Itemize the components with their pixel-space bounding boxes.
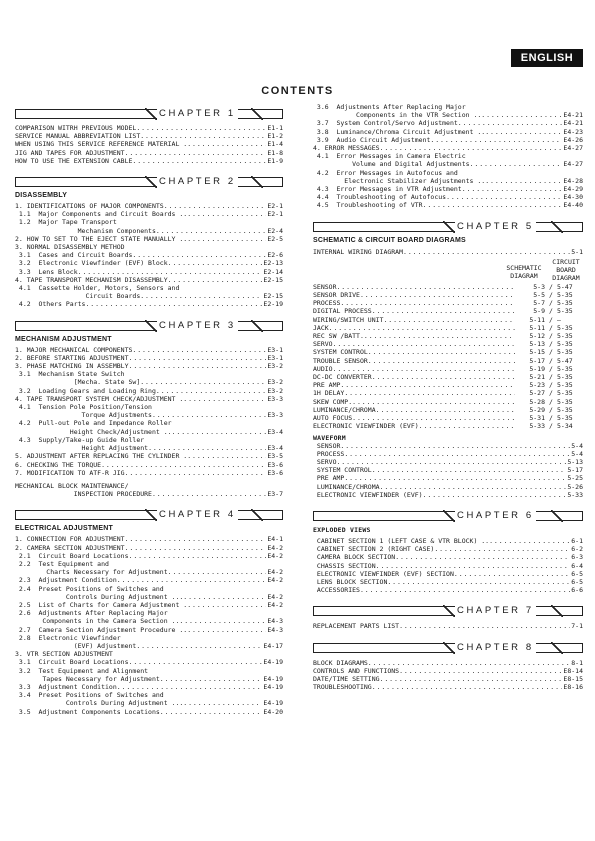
toc-entry[interactable]: Circuit Boards . . . E2-15 [15,292,283,300]
chapter-4-entries [15,535,283,715]
toc-entry[interactable]: 4. ERROR MESSAGES . . . E4-27 [313,144,583,152]
toc-entry[interactable]: CABINET SECTION 2 (RIGHT CASE) . . . 6-2 [313,545,583,553]
toc-entry[interactable]: Tapes Necessary for Adjustment . . . E4-19 [15,675,283,683]
chapter-7-label: CHAPTER 7 [457,605,534,617]
toc-entry[interactable]: MECHANICAL BLOCK MAINTENANCE/ [15,481,129,490]
language-badge: ENGLISH [511,49,583,67]
chapter-7-banner [313,604,583,618]
toc-entry[interactable]: 4. TAPE TRANSPORT SYSTEM CHECK/ADJUSTMENT . . . . E3-3 [15,395,283,403]
toc-entry[interactable]: CABINET SECTION 1 (LEFT CASE & VTR BLOCK) .. . . . 6-1 [313,537,583,545]
toc-entry[interactable]: 3.2 Loading Gears and Loading Ring . . . E3-2 [15,387,283,395]
toc-entry[interactable]: 4.1 Cassette Holder, Motors, Sensors and [15,284,180,293]
toc-entry[interactable]: 3.5 Adjustment Components Locations . . . E4-20 [15,708,283,716]
chapter-6-entries [313,537,583,594]
schematic-row[interactable]: 1H DELAY . . . 5-27 / 5-35 [313,389,583,397]
schematic-row[interactable]: TROUBLE SENSOR . . . 5-17 / 5-47 [313,357,583,365]
toc-entry[interactable]: SYSTEM CONTROL . . . 5-17 [313,466,583,474]
toc-entry[interactable]: ELECTRONIC VIEWFINDER (EVF) SECTION . . . 6-5 [313,570,583,578]
toc-entry[interactable]: 3.2 Electronic Viewfinder (EVF) Block . . . E2-13 [15,259,283,267]
schematic-row[interactable]: DC-DC CONVERTER . . . 5-21 / 5-35 [313,373,583,381]
section-heading: ELECTRICAL ADJUSTMENT [15,525,113,533]
section-heading: SCHEMATIC & CIRCUIT BOARD DIAGRAMS [313,236,466,244]
toc-entry[interactable]: 3. PHASE MATCHING IN ASSEMBLY . . . E3-2 [15,362,283,370]
toc-entry[interactable]: 2.2 Test Equipment and [15,559,109,568]
chapter-8-entries [313,659,583,692]
toc-entry[interactable]: Height Adjustment . . . E3-4 [15,444,283,452]
toc-entry[interactable]: 2.3 Adjustment Condition . . . E4-2 [15,576,283,584]
chapter-3-entries [15,346,283,499]
toc-entry[interactable]: Volume and Digital Adjustments . . . E4-27 [313,160,583,168]
toc-entry[interactable]: Mechanism Components . . . E2-4 [15,227,283,235]
toc-entry[interactable]: 2.1 Circuit Board Locations . . . E4-2 [15,552,283,560]
schematic-row[interactable]: WIRING/SWITCH UNIT . . . 5-11 / — [313,316,583,324]
schematic-row[interactable]: SERVO . . . 5-13 / 5-35 [313,340,583,348]
chapter-1-banner [15,107,283,121]
schematic-column-headers [313,258,583,282]
toc-entry[interactable]: 4.2 Pull-out Pole and Impedance Roller [15,419,172,428]
toc-entry[interactable]: SERVICE MANUAL ABBREVIATION LIST . . . E1-2 [15,132,283,140]
schematic-list [313,283,583,431]
toc-entry[interactable]: Charts Necessary for Adjustment . . . E4-2 [15,568,283,576]
toc-entry[interactable]: Torque Adjustments . . . E3-3 [15,411,283,419]
schematic-header: SCHEMATIC DIAGRAM [506,263,542,280]
toc-entry[interactable]: 3.1 Circuit Board Locations . . . E4-19 [15,658,283,666]
toc-entry[interactable]: (EVF) Adjustment . . . E4-17 [15,642,283,650]
toc-entry[interactable]: 3.1 Cases and Circuit Boards . . . E2-6 [15,251,283,259]
toc-entry[interactable]: Controls During Adjustment ... . . . E4-2 [15,593,283,601]
toc-entry[interactable]: Components in the Camera Section .. . . . E4-3 [15,617,283,625]
toc-entry[interactable]: INSPECTION PROCEDURE . . . E3-7 [15,490,283,498]
toc-entry[interactable]: 2.5 List of Charts for Camera Adjustment . . . . E4-2 [15,601,283,609]
toc-entry[interactable]: 3. NORMAL DISASSEMBLY METHOD [15,243,125,252]
waveform-heading: WAVEFORM [313,433,346,442]
toc-entry[interactable]: JIG AND TAPES FOR ADJUSTMENT . . . E1-8 [15,149,283,157]
chapter-6-label: CHAPTER 6 [457,509,534,521]
schematic-row[interactable]: DIGITAL PROCESS . . . 5-9 / 5-35 [313,307,583,315]
chapter-2-banner [15,175,283,189]
toc-entry[interactable]: 3.7 System Control/Servo Adjustment . . . E4-21 [313,119,583,127]
schematic-row[interactable]: SKEW COMP. . . . 5-28 / 5-35 [313,398,583,406]
toc-entry[interactable]: 3.1 Mechanism State Switch [15,370,125,379]
toc-entry[interactable]: Components in the VTR Section .. . . . E4-21 [313,111,583,119]
toc-entry[interactable]: 3.3 Lens Block . . . E2-14 [15,268,283,276]
toc-entry[interactable]: 2.8 Electronic Viewfinder [15,633,121,642]
toc-entry[interactable]: 3.9 Audio Circuit Adjustment . . . E4-26 [313,136,583,144]
toc-entry[interactable]: SENSOR . . . 5-4 [313,442,583,450]
toc-entry[interactable]: TROUBLESHOOTING . . . E8-16 [313,683,583,691]
chapter-1-entries [15,124,283,165]
toc-entry[interactable]: 2.7 Camera Section Adjustment Procedure .. . . . E4-3 [15,626,283,634]
toc-entry[interactable]: 4.1 Error Messages in Camera Electric [313,152,466,161]
schematic-row[interactable]: JACK . . . 5-11 / 5-35 [313,324,583,332]
chapter-8-label: CHAPTER 8 [457,641,534,653]
toc-entry[interactable]: DATE/TIME SETTING . . . E8-15 [313,675,583,683]
chapter-6-banner [313,509,583,523]
toc-entry[interactable]: 4.3 Supply/Take-up Guide Roller [15,435,145,444]
toc-entry[interactable]: 4.3 Error Messages in VTR Adjustment . . . E4-29 [313,185,583,193]
toc-entry[interactable]: [Mecha. State Sw] . . . E3-2 [15,378,283,386]
toc-entry[interactable]: 1.2 Major Tape Transport [15,218,117,227]
chapter-2-entries [15,202,283,309]
toc-left-column [15,103,283,716]
toc-entry[interactable]: Electronic Stabilizer Adjustments .. . . . E4-28 [313,177,583,185]
chapter-4-label: CHAPTER 4 [159,509,236,521]
toc-entry[interactable]: ELECTRONIC VIEWFINDER (EVF) . . . 5-33 [313,491,583,499]
chapter-3-banner [15,319,283,333]
toc-entry[interactable]: 2. HOW TO SET TO THE EJECT STATE MANUALLY .. . . . E2-5 [15,235,283,243]
toc-entry[interactable]: 3.8 Luminance/Chroma Circuit Adjustment .. . . . E4-23 [313,128,583,136]
section-heading: EXPLODED VIEWS [313,525,371,534]
toc-entry[interactable]: 5. ADJUSTMENT AFTER REPLACING THE CYLINDER . . . . E3-5 [15,452,283,460]
toc-entry[interactable]: Height Check/Adjustment .. . . . E3-4 [15,428,283,436]
chapter-4-banner [15,508,283,522]
toc-entry[interactable]: CONTROLS AND FUNCTIONS . . . E8-14 [313,667,583,675]
schematic-row[interactable]: PRE AMP . . . 5-23 / 5-35 [313,381,583,389]
toc-entry[interactable]: 4.4 Troubleshooting of Autofocus . . . E4-30 [313,193,583,201]
toc-entry[interactable]: 1.1 Major Components and Circuit Boards .. . . . E2-1 [15,210,283,218]
toc-entry[interactable]: BLOCK DIAGRAMS . . . 8-1 [313,659,583,667]
toc-entry[interactable]: 4.2 Others Parts . . . E2-19 [15,300,283,308]
circuit-board-header: CIRCUIT BOARD DIAGRAM [552,257,580,282]
schematic-row[interactable]: SENSOR DRIVE . . . 5-5 / 5-35 [313,291,583,299]
toc-entry[interactable]: 4.5 Troubleshooting of VTR . . . E4-40 [313,201,583,209]
toc-entry[interactable]: 3.4 Preset Positions of Switches and [15,691,164,700]
schematic-row[interactable]: AUDIO . . . 5-19 / 5-35 [313,365,583,373]
section-heading: MECHANISM ADJUSTMENT [15,335,112,343]
toc-entry[interactable]: WHEN USING THIS SERVICE REFERENCE MATERIAL . . . . E1-4 [15,140,283,148]
page-title: CONTENTS [261,85,334,97]
toc-entry[interactable]: 2. BEFORE STARTING ADJUSTMENT . . . E3-1 [15,354,283,362]
toc-entry[interactable]: 4.1 Tension Pole Position/Tension [15,403,152,412]
toc-entry[interactable]: CHASSIS SECTION . . . 6-4 [313,562,583,570]
chapter-3-label: CHAPTER 3 [159,319,236,331]
toc-entry[interactable]: 7. MODIFICATION TO ATF-R JIG . . . E3-6 [15,469,283,477]
schematic-row[interactable]: LUMINANCE/CHROMA . . . 5-29 / 5-35 [313,406,583,414]
schematic-row[interactable]: REC SW /BATT. . . . 5-12 / 5-35 [313,332,583,340]
toc-entry[interactable]: HOW TO USE THE EXTENSION CABLE . . . E1-9 [15,157,283,165]
toc-entry[interactable]: 4. TAPE TRANSPORT MECHANISM DISASSEMBLY . . . E2-15 [15,276,283,284]
toc-entry[interactable]: Controls During Adjustment ... . . . E4-19 [15,699,283,707]
toc-entry[interactable]: INTERNAL WIRING DIAGRAM . . . 5-1 [313,248,583,256]
toc-entry[interactable]: 2.4 Preset Positions of Switches and [15,584,164,593]
chapter-1-label: CHAPTER 1 [159,108,236,119]
schematic-row[interactable]: PROCESS . . . 5-7 / 5-35 [313,299,583,307]
toc-entry[interactable]: 1. MAJOR MECHANICAL COMPONENTS . . . E3-1 [15,346,283,354]
section-heading: DISASSEMBLY [15,192,68,200]
chapter-4-entries-continued [313,103,583,210]
toc-entry[interactable]: 6. CHECKING THE TORQUE . . . E3-6 [15,461,283,469]
toc-entry[interactable]: LENS BLOCK SECTION . . . 6-5 [313,578,583,586]
toc-entry[interactable]: 1. CONNECTION FOR ADJUSTMENT . . . E4-1 [15,535,283,543]
toc-entry[interactable]: 2. CAMERA SECTION ADJUSTMENT . . . E4-2 [15,544,283,552]
schematic-row[interactable]: SENSOR . . . 5-3 / 5-47 [313,283,583,291]
chapter-5-banner [313,220,583,234]
toc-entry[interactable]: SERVO . . . 5-13 [313,458,583,466]
toc-entry[interactable]: 3.6 Adjustments After Replacing Major [313,103,466,111]
toc-entry[interactable]: PROCESS . . . 5-4 [313,450,583,458]
schematic-row[interactable]: ELECTRONIC VIEWFINDER (EVF) . . . 5-33 / 5-34 [313,422,583,430]
waveform-list [313,442,583,499]
chapter-2-label: CHAPTER 2 [159,176,236,188]
toc-entry[interactable]: 4.2 Error Messages in Autofocus and [313,168,458,177]
chapter-5-label: CHAPTER 5 [457,220,534,232]
schematic-row[interactable]: AUTO FOCUS . . . 5-31 / 5-35 [313,414,583,422]
toc-right-column [313,103,583,691]
toc-entry[interactable]: REPLACEMENT PARTS LIST . . . 7-1 [313,622,583,630]
toc-entry[interactable]: CAMERA BLOCK SECTION . . . 6-3 [313,553,583,561]
toc-entry[interactable]: LUMINANCE/CHROMA . . . 5-26 [313,483,583,491]
toc-entry[interactable]: 3. VTR SECTION ADJUSTMENT [15,650,113,659]
toc-entry[interactable]: COMPARISON WITRH PREVIOUS MODEL . . . E1-1 [15,124,283,132]
toc-entry[interactable]: ACCESSORIES . . . 6-6 [313,586,583,594]
chapter-8-banner [313,641,583,655]
toc-entry[interactable]: 1. IDENTIFICATIONS OF MAJOR COMPONENTS . . . E2-1 [15,202,283,210]
toc-entry[interactable]: 2.6 Adjustments After Replacing Major [15,609,168,618]
chapter-7-entries [313,622,583,630]
toc-entry[interactable]: PRE AMP . . . 5-25 [313,474,583,482]
schematic-row[interactable]: SYSTEM CONTROL . . . 5-15 / 5-35 [313,348,583,356]
toc-entry[interactable]: 3.2 Test Equipment and Alignment [15,666,149,675]
toc-entry[interactable]: 3.3 Adjustment Condition . . . E4-19 [15,683,283,691]
